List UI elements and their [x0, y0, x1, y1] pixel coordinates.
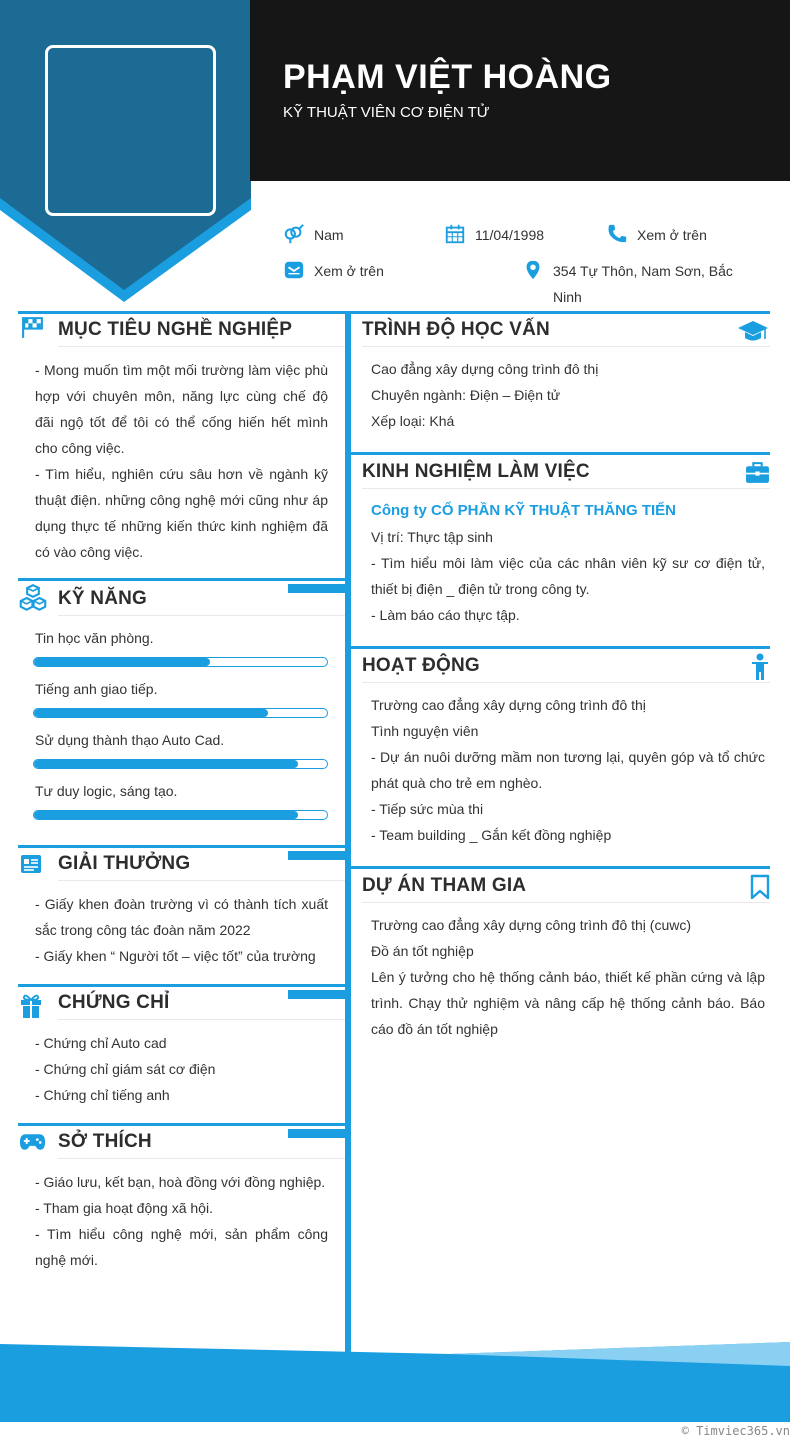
objective-subline	[58, 346, 345, 347]
awards-title: GIẢI THƯỞNG	[58, 853, 191, 874]
experience-position: Vị trí: Thực tập sinh	[371, 529, 493, 545]
projects-rule	[351, 866, 770, 869]
skill-bar	[33, 810, 328, 820]
hobby-item: - Tham gia hoạt động xã hội.	[35, 1200, 213, 1216]
project-name: Đồ án tốt nghiệp	[371, 943, 474, 959]
hobbies-accent	[288, 1129, 345, 1138]
activity-org: Trường cao đẳng xây dựng công trình đô thị	[371, 697, 646, 713]
objective-paragraph: - Tìm hiểu, nghiên cứu sâu hơn về ngành kỹ thuật điện. những công nghệ mới cũng như áp dụng thực tế những kiến thức kinh nghiệm đã có vào công việc.	[35, 466, 328, 560]
hobby-item: - Tìm hiểu công nghệ mới, sản phẩm công nghệ mới.	[35, 1226, 328, 1268]
experience-rule	[351, 452, 770, 455]
activity-item: - Dự án nuôi dưỡng mầm non tương lại, quyên góp và tổ chức phát quà cho trẻ em nghèo.	[371, 749, 765, 791]
projects-title: DỰ ÁN THAM GIA	[362, 875, 527, 896]
skill-bar	[33, 759, 328, 769]
activities-subline	[362, 682, 770, 683]
projects-text	[371, 912, 765, 1042]
gender-value: Nam	[314, 227, 344, 243]
experience-text	[371, 498, 765, 628]
education-rule	[351, 311, 770, 314]
project-description: Lên ý tưởng cho hệ thống cảnh báo, thiết kế phần cứng và lập trình. Chạy thử nghiệm và nâng cấp hệ thống cảnh báo. Báo cáo đồ án tốt nghiệp	[371, 969, 765, 1037]
skill-bar	[33, 708, 328, 718]
contact-phone	[606, 222, 707, 248]
hobbies-subline	[58, 1158, 345, 1159]
email-value[interactable]: Xem ở trên	[314, 263, 384, 279]
certificate-item: - Chứng chỉ tiếng anh	[35, 1087, 170, 1103]
objective-rule	[18, 311, 345, 314]
education-major: Chuyên ngành: Điện – Điện tử	[371, 387, 561, 403]
birthday-value: 11/04/1998	[475, 227, 545, 243]
skills-title: KỸ NĂNG	[58, 588, 148, 609]
hobbies-text	[35, 1169, 328, 1273]
calendar-icon	[444, 223, 466, 245]
skill-bar	[33, 657, 328, 667]
hobbies-title: SỞ THÍCH	[58, 1131, 152, 1152]
skill-fill	[34, 709, 268, 717]
certificate-item: - Chứng chỉ Auto cad	[35, 1035, 167, 1051]
project-org: Trường cao đẳng xây dựng công trình đô thị (cuwc)	[371, 917, 692, 933]
skill-label: Tư duy logic, sáng tạo.	[35, 783, 178, 799]
gift-icon	[19, 991, 43, 1019]
awards-subline	[58, 880, 345, 881]
address-line-2: Ninh	[553, 289, 582, 305]
award-certificate-icon	[19, 852, 43, 876]
skills-subline	[58, 615, 345, 616]
contact-birthday	[444, 222, 544, 248]
activities-text	[371, 692, 765, 848]
address-value	[553, 258, 733, 310]
award-item: - Giấy khen “ Người tốt – việc tốt” của trường	[35, 948, 316, 964]
activity-role: Tình nguyện viên	[371, 723, 479, 739]
activity-item: - Tiếp sức mùa thi	[371, 801, 484, 817]
experience-item: - Tìm hiểu môi làm việc của các nhân viên kỹ sư cơ điện tử, thiết bị điện _ điện tử trong công ty.	[371, 555, 765, 597]
awards-text	[35, 891, 328, 969]
address-line-1: 354 Tự Thôn, Nam Sơn, Bắc	[553, 263, 733, 279]
phone-icon	[606, 223, 628, 245]
candidate-name: PHẠM VIỆT HOÀNG	[283, 58, 612, 96]
awards-accent	[288, 851, 345, 860]
skill-fill	[34, 760, 298, 768]
objective-paragraph: - Mong muốn tìm một mối trường làm việc phù hợp với chuyên môn, năng lực cùng chế độ đãi ngộ tốt để tôi có thể cống hiến hết mình cho công việc.	[35, 362, 328, 456]
hobbies-rule	[18, 1123, 345, 1126]
education-school: Cao đẳng xây dựng công trình đô thị	[371, 361, 599, 377]
activities-rule	[351, 646, 770, 649]
cubes-icon	[19, 584, 47, 612]
email-icon	[283, 259, 305, 281]
certificates-title: CHỨNG CHỈ	[58, 992, 170, 1013]
skills-rule	[18, 578, 345, 581]
experience-subline	[362, 488, 770, 489]
objective-text	[35, 357, 328, 565]
education-title: TRÌNH ĐỘ HỌC VẤN	[362, 319, 550, 340]
certificates-accent	[288, 990, 345, 999]
skill-label: Sử dụng thành thạo Auto Cad.	[35, 732, 225, 748]
education-rank: Xếp loại: Khá	[371, 413, 455, 429]
awards-rule	[18, 845, 345, 848]
skills-accent	[288, 584, 345, 593]
graduation-cap-icon	[737, 317, 769, 345]
briefcase-icon	[745, 460, 770, 485]
job-title: KỸ THUẬT VIÊN CƠ ĐIỆN TỬ	[283, 104, 490, 121]
watermark: © Timviec365.vn	[681, 1424, 790, 1438]
gamepad-icon	[19, 1131, 46, 1153]
skill-label: Tiếng anh giao tiếp.	[35, 681, 158, 697]
location-pin-icon	[522, 259, 544, 281]
avatar[interactable]	[45, 45, 216, 216]
phone-value[interactable]: Xem ở trên	[637, 227, 707, 243]
contact-address	[522, 258, 742, 310]
award-item: - Giấy khen đoàn trường vì có thành tích xuất sắc trong công tác đoàn năm 2022	[35, 896, 328, 938]
bookmark-icon	[750, 874, 770, 900]
contact-gender	[283, 222, 344, 248]
objective-title: MỤC TIÊU NGHỀ NGHIỆP	[58, 319, 293, 340]
skill-fill	[34, 811, 298, 819]
flag-icon	[20, 315, 45, 340]
experience-item: - Làm báo cáo thực tập.	[371, 607, 520, 623]
person-icon	[750, 653, 770, 681]
hobby-item: - Giáo lưu, kết bạn, hoà đồng với đồng nghiệp.	[35, 1174, 326, 1190]
skill-fill	[34, 658, 210, 666]
certificates-rule	[18, 984, 345, 987]
projects-subline	[362, 902, 770, 903]
certificates-text	[35, 1030, 328, 1108]
activities-title: HOẠT ĐỘNG	[362, 655, 480, 676]
certificate-item: - Chứng chỉ giám sát cơ điện	[35, 1061, 216, 1077]
skill-label: Tin học văn phòng.	[35, 630, 154, 646]
certificates-subline	[58, 1019, 345, 1020]
footer-wave	[0, 1338, 790, 1422]
experience-title: KINH NGHIỆM LÀM VIỆC	[362, 461, 590, 482]
column-divider	[345, 311, 351, 1356]
activity-item: - Team building _ Gắn kết đồng nghiệp	[371, 827, 612, 843]
experience-company: Công ty CỔ PHẦN KỸ THUẬT THĂNG TIẾN	[371, 502, 676, 519]
education-subline	[362, 346, 770, 347]
education-text	[371, 356, 765, 434]
contact-email	[283, 258, 384, 284]
gender-icon	[283, 223, 305, 245]
